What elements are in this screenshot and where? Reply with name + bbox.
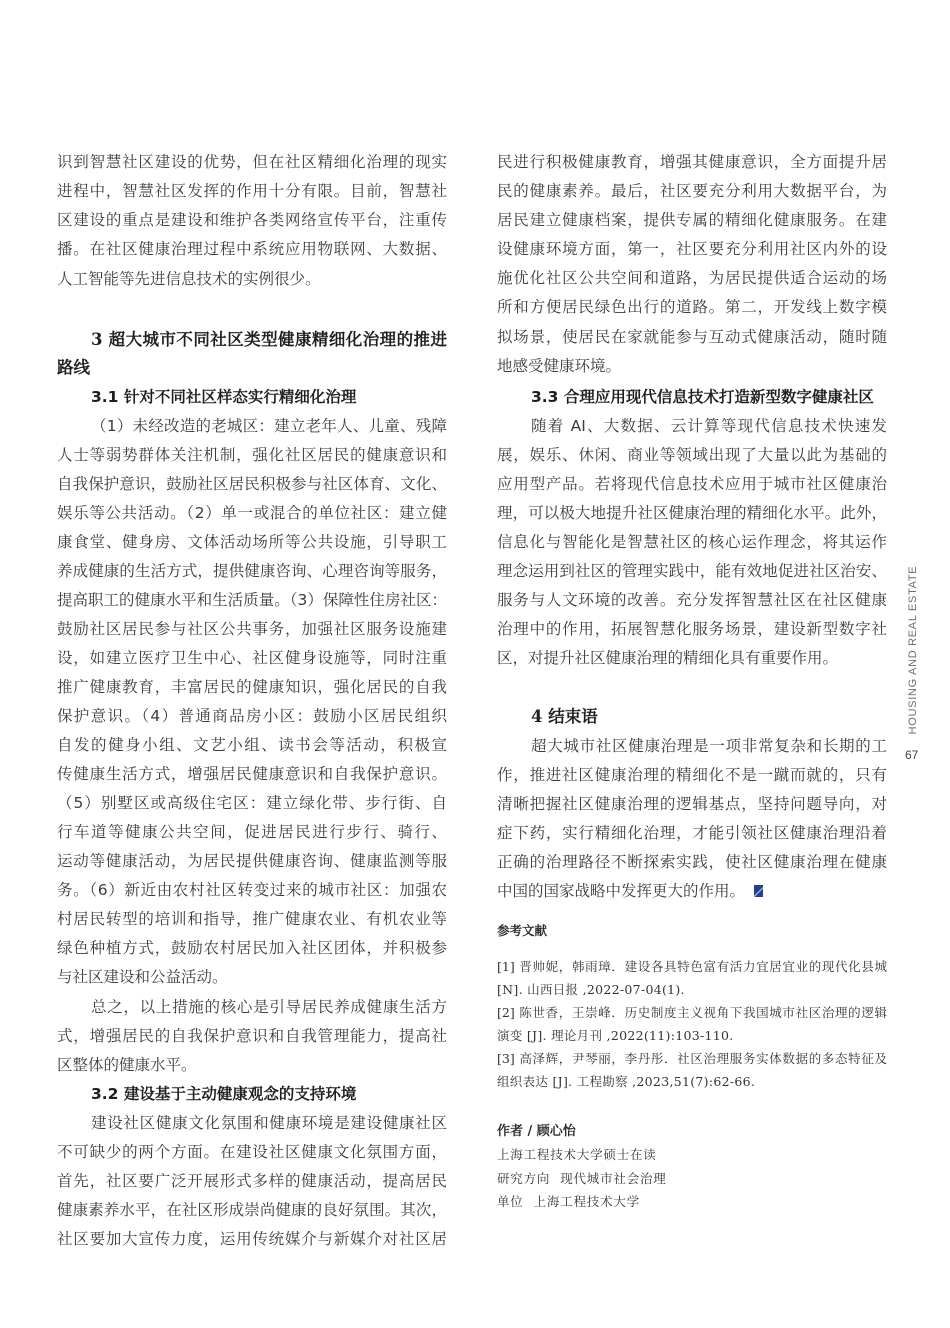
text-line [497, 877, 887, 906]
reference-list [497, 955, 887, 1094]
text-line: 症下药，实行精细化治理，才能引领社区健康治理沿着 [497, 823, 887, 842]
text-line: 娱乐等公共活动。（2）单一或混合的单位社区：建立健 [57, 503, 447, 522]
text-line: 服务与人文环境的改善。充分发挥智慧社区在社区健康 [497, 590, 887, 609]
reference-line: 演变 [J]. 理论月刊 ,2022(11):103-110. [497, 1028, 734, 1044]
heading-line: 路线 [57, 358, 90, 377]
text-line: 康食堂、健身房、文体活动场所等公共设施，引导职工 [57, 532, 447, 551]
text-line: 居民建立健康档案，提供专属的精细化健康服务。在建 [497, 210, 887, 229]
references-heading: 参考文献 [497, 923, 548, 938]
reference-line: [1] 晋帅妮，韩雨璋．建设各具特色富有活力宜居宜业的现代化县城 [497, 958, 887, 974]
text-line: 运动等健康活动，为居民提供健康咨询、健康监测等服 [57, 852, 447, 871]
text-line: 清晰把握社区健康治理的逻辑基点，坚持问题导向，对 [497, 794, 887, 813]
text-line: 设，如建立医疗卫生中心、社区健身设施等，同时注重 [57, 648, 447, 667]
text-line: 务。（6）新近由农村社区转变过来的城市社区：加强农 [57, 881, 447, 900]
section-3-3-title: 3.3 合理应用现代信息技术打造新型数字健康社区 [531, 387, 874, 406]
text-line: 自我保护意识，鼓励社区居民积极参与社区体育、文化、 [57, 474, 447, 493]
reference-line: [2] 陈世香，王崇峰．历史制度主义视角下我国城市社区治理的逻辑 [497, 1004, 887, 1020]
text-line: 治理中的作用，拓展智慧化服务场景，建设新型数字社 [497, 619, 887, 638]
section-3-1-title: 3.1 针对不同社区样态实行精细化治理 [91, 387, 357, 406]
text-line: 鼓励社区居民参与社区公共事务，加强社区服务设施建 [57, 619, 447, 638]
author-detail-value: 上海工程技术大学 [533, 1194, 641, 1209]
text-line: （5）别墅区或高级住宅区：建立绿化带、步行街、自 [57, 794, 447, 813]
reference-line: [N]. 山西日报 ,2022-07-04(1). [497, 981, 685, 997]
continued-paragraph [497, 148, 887, 382]
intro-paragraph [57, 148, 447, 294]
text-line: 民进行积极健康教育，增强其健康意识，全方面提升居 [497, 152, 887, 171]
text-line: 正确的治理路径不断探索实践，使社区健康治理在健康 [497, 852, 887, 871]
text-line: 信息化与智能化是智慧社区的核心运作理念，将其运作 [497, 532, 887, 551]
author-detail-label: 单位 [497, 1194, 524, 1209]
author-info [497, 1120, 887, 1214]
text-line: 展，娱乐、休闲、商业等领域出现了大量以此为基础的 [497, 445, 887, 464]
summary-paragraph [57, 993, 447, 1080]
digital-community-paragraph [497, 412, 887, 673]
text-line: 地感受健康环境。 [497, 356, 622, 375]
reference-entry [497, 955, 887, 1001]
text-line: 人工智能等先进信息技术的实例很少。 [57, 269, 321, 288]
text-line-content: 中国的国家战略中发挥更大的作用。 [497, 881, 746, 900]
reference-line: 组织表达 [J]. 工程勘察 ,2023,51(7):62-66. [497, 1074, 756, 1090]
author-detail-affiliation [497, 1190, 887, 1214]
author-detail-value: 现代城市社会治理 [560, 1170, 667, 1186]
community-types-paragraph [57, 412, 447, 993]
text-line: 超大城市社区健康治理是一项非常复杂和长期的工 [531, 736, 887, 755]
section-3-2-title: 3.2 建设基于主动健康观念的支持环境 [91, 1084, 357, 1103]
author-status: 上海工程技术大学硕士在读 [497, 1147, 657, 1162]
conclusion-paragraph [497, 732, 887, 906]
text-line: 理，可以极大地提升社区健康治理的精细化水平。此外， [497, 503, 887, 522]
text-line: 养成健康的生活方式，提供健康咨询、心理咨询等服务， [57, 561, 447, 580]
text-line: 首先，社区要广泛开展形式多样的健康活动，提高居民 [57, 1171, 447, 1190]
reference-entry [497, 1001, 887, 1047]
text-line: 社区要加大宣传力度，运用传统媒介与新媒介对社区居 [57, 1229, 447, 1248]
text-line: 识到智慧社区建设的优势，但在社区精细化治理的现实 [57, 152, 447, 171]
author-heading: 作者 / 顾心怡 [497, 1123, 576, 1139]
text-line: 传健康生活方式，增强居民健康意识和自我保护意识。 [57, 765, 447, 784]
text-line: 行车道等健康公共空间，促进居民进行步行、骑行、 [57, 823, 447, 842]
reference-line: [3] 高泽辉，尹琴丽，李丹彤．社区治理服务实体数据的多态特征及 [497, 1051, 887, 1067]
page-number: 67 [905, 748, 919, 762]
author-detail-research [497, 1167, 887, 1191]
text-line: 设健康环境方面，第一，社区要充分利用社区内外的设 [497, 240, 887, 259]
text-line: 区整体的健康水平。 [57, 1055, 197, 1074]
section-3-heading [57, 326, 447, 382]
text-line: 施优化社区公共空间和道路，为居民提供适合运动的场 [497, 269, 887, 288]
text-line: 不可缺少的两个方面。在建设社区健康文化氛围方面， [57, 1142, 447, 1161]
text-line: 理念运用到社区的管理实践中，能有效地促进社区治安、 [497, 561, 887, 580]
text-line: 保护意识。（4）普通商品房小区：鼓励小区居民组织 [57, 706, 447, 725]
text-line: 建设社区健康文化氛围和健康环境是建设健康社区 [91, 1113, 447, 1132]
author-detail-label: 研究方向 [497, 1170, 551, 1186]
text-line: 绿色种植方式，鼓励农村居民加入社区团体，并积极参 [57, 939, 447, 958]
text-line: 所和方便居民绿色出行的道路。第二，开发线上数字模 [497, 298, 887, 317]
text-line: 总之，以上措施的核心是引导居民养成健康生活方 [91, 997, 447, 1016]
text-line: 人士等弱势群体关注机制，强化社区居民的健康意识和 [57, 445, 447, 464]
text-line: 区，对提升社区健康治理的精细化具有重要作用。 [497, 648, 839, 667]
text-line: 拟场景，使居民在家就能参与互动式健康活动，随时随 [497, 327, 887, 346]
end-mark-icon [754, 885, 763, 897]
text-line: 应用型产品。若将现代信息技术应用于城市社区健康治 [497, 474, 887, 493]
text-line: 与社区建设和公益活动。 [57, 968, 228, 987]
heading-line: 3 超大城市不同社区类型健康精细化治理的推进 [91, 330, 447, 349]
section-4-heading [497, 702, 887, 731]
text-line: 式，增强居民的自我保护意识和自我管理能力，提高社 [57, 1026, 447, 1045]
support-environment-paragraph [57, 1109, 447, 1254]
text-line: 健康素养水平，在社区形成崇尚健康的良好氛围。其次， [57, 1200, 447, 1219]
text-line: 村居民转型的培训和指导，推广健康农业、有机农业等 [57, 910, 447, 929]
text-line: 随着 AI、大数据、云计算等现代信息技术快速发 [531, 416, 887, 435]
running-title: HOUSING AND REAL ESTATE [907, 565, 919, 735]
heading-line: 4 结束语 [531, 707, 598, 726]
text-line: 民的健康素养。最后，社区要充分利用大数据平台，为 [497, 181, 887, 200]
reference-entry [497, 1047, 887, 1093]
text-line: 提高职工的健康水平和生活质量。（3）保障性住房社区： [57, 590, 447, 609]
text-line: 区建设的重点是建设和维护各类网络宣传平台，注重传 [57, 211, 447, 229]
text-line: 播。在社区健康治理过程中系统应用物联网、大数据、 [57, 240, 447, 259]
text-line: 作，推进社区健康治理的精细化不是一蹴而就的，只有 [497, 765, 887, 784]
text-line: 推广健康教育，丰富居民的健康知识，强化居民的自我 [57, 677, 447, 696]
text-line: 进程中，智慧社区发挥的作用十分有限。目前，智慧社 [57, 181, 447, 200]
text-line: （1）未经改造的老城区：建立老年人、儿童、残障 [91, 416, 447, 435]
text-line: 自发的健身小组、文艺小组、读书会等活动，积极宣 [57, 736, 447, 755]
